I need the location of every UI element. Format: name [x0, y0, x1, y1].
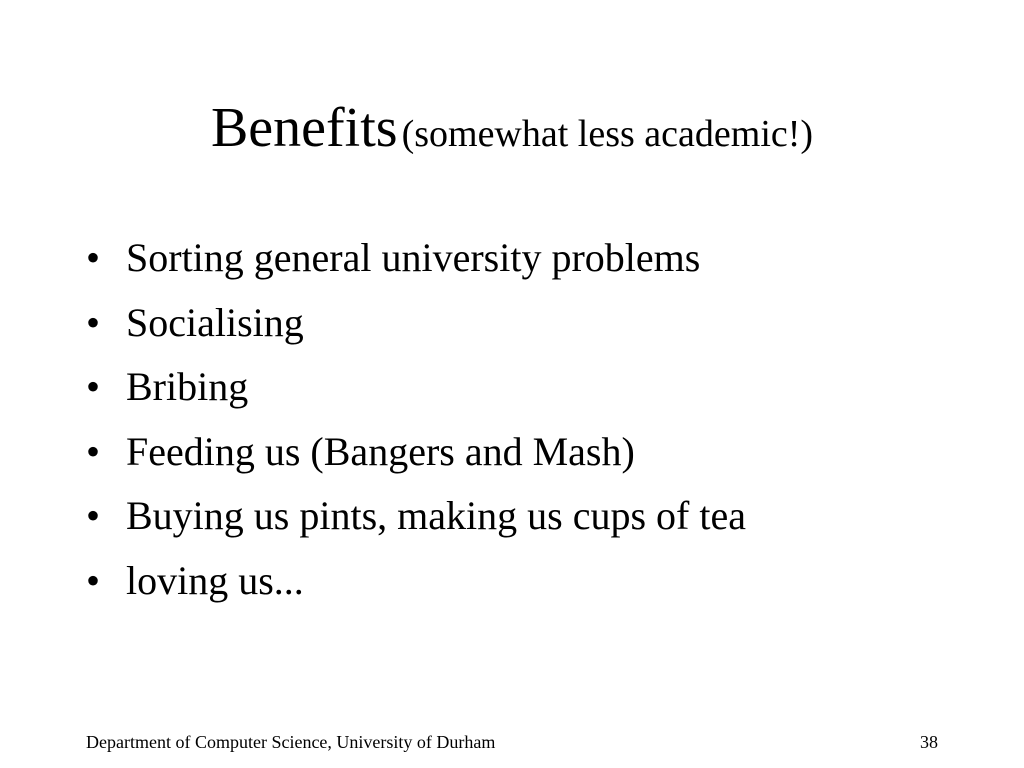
bullet-item [86, 234, 746, 299]
bullet-text: Buying us pints, making us cups of tea [126, 493, 746, 539]
bullet-text: Sorting general university problems [126, 235, 701, 280]
bullet-text: Bribing [126, 364, 249, 410]
slide-title [0, 97, 1024, 159]
bullet-item [86, 557, 746, 622]
title-main: Benefits [210, 97, 398, 159]
bullet-item [86, 363, 746, 428]
bullet-item [86, 492, 746, 557]
title-subtitle: (somewhat less academic!) [401, 113, 814, 155]
bullet-item [86, 428, 746, 493]
bullet-dot-icon: • [86, 364, 101, 410]
bullet-list [86, 234, 746, 622]
bullet-text: loving us... [126, 557, 304, 603]
page-number: 38 [920, 732, 938, 752]
bullet-text: Socialising [126, 299, 304, 345]
bullet-text: Feeding us (Bangers and Mash) [126, 428, 635, 474]
bullet-dot-icon: • [86, 557, 101, 603]
bullet-dot-icon: • [86, 428, 101, 474]
bullet-item [86, 299, 746, 364]
bullet-dot-icon: • [86, 299, 101, 345]
bullet-dot-icon: • [86, 235, 101, 280]
bullet-dot-icon: • [86, 493, 101, 539]
footer-department: Department of Computer Science, University of Durham [86, 732, 496, 752]
